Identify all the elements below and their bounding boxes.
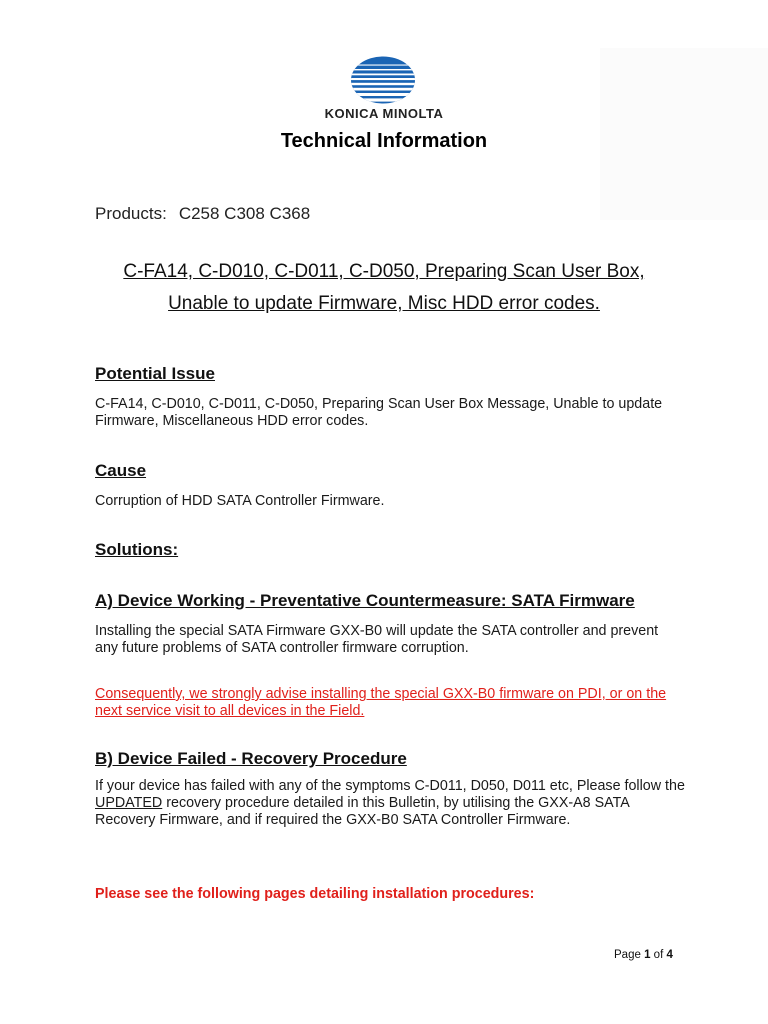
solution-a-body: Installing the special SATA Firmware GXX-B0 will update the SATA controller and prevent any future problems of SATA controller firmware corruption.	[95, 623, 659, 656]
solution-a-notice: Consequently, we strongly advise installing the special GXX-B0 firmware on PDI, or on the next service visit to all devices in the Field.	[95, 686, 667, 719]
subject-line-2: Unable to update Firmware, Misc HDD error codes.	[168, 293, 600, 314]
brand-wordmark: KONICA MINOLTA	[324, 106, 444, 121]
page-total: 4	[666, 949, 673, 961]
page-label: Page	[614, 949, 641, 961]
products-models: C258 C308 C368	[178, 204, 311, 223]
document-title: Technical Information	[280, 130, 488, 152]
potential-issue-heading: Potential Issue	[95, 364, 215, 383]
cause-heading: Cause	[95, 461, 147, 480]
products-line	[95, 204, 310, 224]
konica-minolta-globe-logo	[350, 56, 416, 104]
see-following-pages-note: Please see the following pages detailing installation procedures:	[95, 886, 535, 902]
solution-b-heading: B) Device Failed - Recovery Procedure	[95, 749, 407, 768]
cause-body: Corruption of HDD SATA Controller Firmware.	[95, 493, 385, 509]
solution-b-body-end: recovery procedure detailed in this Bulletin, by utilising the GXX-A8 SATA Recovery Firmware, and if required the GXX-B0 SATA Controller Firmware.	[95, 795, 630, 828]
solution-b-body	[95, 778, 685, 829]
page-current: 1	[644, 949, 651, 961]
solutions-heading: Solutions:	[95, 540, 179, 559]
of-label: of	[653, 949, 664, 961]
subject-line-1: C-FA14, C-D010, C-D011, C-D050, Preparing Scan User Box,	[123, 261, 645, 282]
solution-a-heading: A) Device Working - Preventative Countermeasure: SATA Firmware	[95, 591, 635, 610]
page-footer	[614, 949, 673, 961]
solution-b-body-start: If your device has failed with any of the symptoms C-D011, D050, D011 etc, Please follow the	[95, 778, 685, 794]
potential-issue-body: C-FA14, C-D010, C-D011, C-D050, Preparing Scan User Box Message, Unable to update Firmware, Miscellaneous HDD error codes.	[95, 396, 663, 429]
solution-b-body-emphasis: UPDATED	[95, 795, 163, 811]
products-label: Products:	[95, 204, 167, 223]
